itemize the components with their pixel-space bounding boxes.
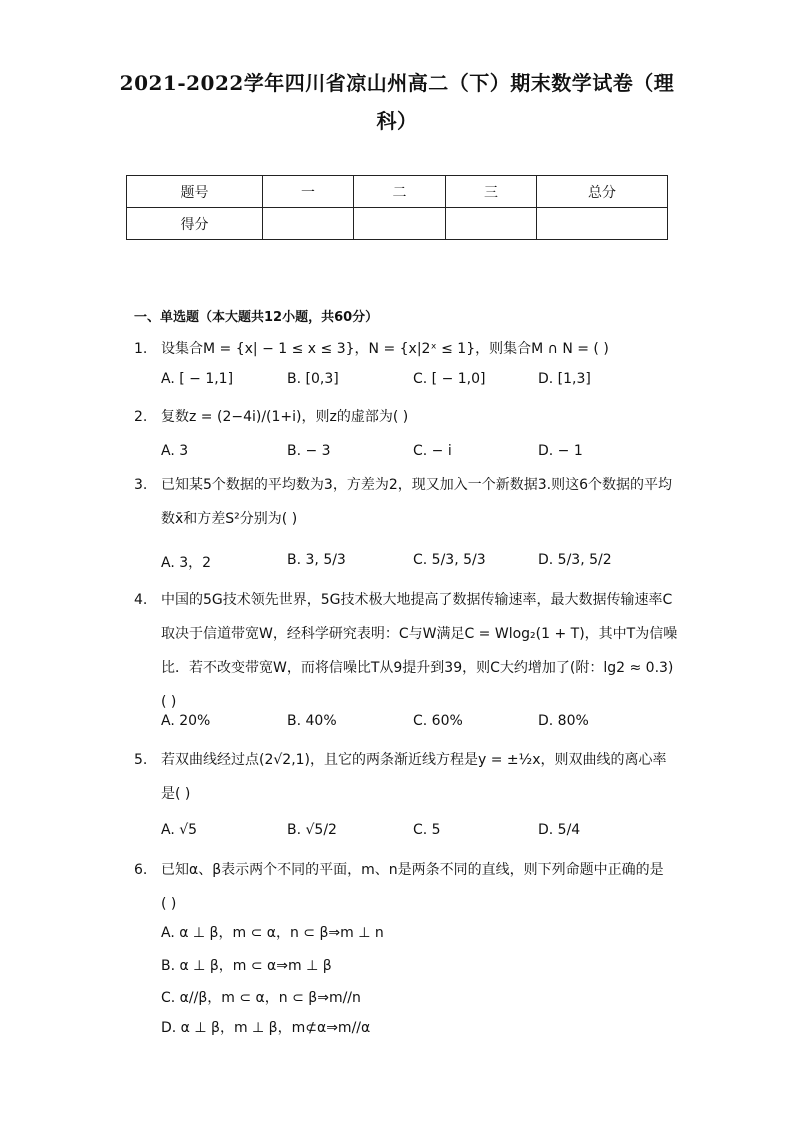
section-title: 一、单选题（本大题共12小题，共60分） <box>134 310 379 325</box>
score-header-cell: 总分 <box>537 176 668 208</box>
score-blank-cell <box>354 208 446 240</box>
question-2-options <box>161 443 681 465</box>
question-text-line-1: 若双曲线经过点(2√2,1)，且它的两条渐近线方程是y = ±½x，则双曲线的离心率 <box>161 752 667 768</box>
question-text-line-2: 是( ) <box>161 786 191 802</box>
option-d: D. 5/3, 5/2 <box>538 552 612 568</box>
option-c: C. [ − 1,0] <box>413 371 486 387</box>
question-number: 4. <box>134 592 148 608</box>
option-c: C. 5/3, 5/3 <box>413 552 486 568</box>
option-c: C. α//β，m ⊂ α，n ⊂ β⇒m//n <box>161 990 361 1006</box>
score-header-cell: 一 <box>263 176 354 208</box>
option-b: B. [0,3] <box>287 371 339 387</box>
score-table-score-row <box>127 208 668 240</box>
option-c: C. − i <box>413 443 452 459</box>
question-2 <box>134 400 694 434</box>
option-d: D. α ⊥ β，m ⊥ β，m⊄α⇒m//α <box>161 1020 371 1036</box>
option-b: B. 40% <box>287 713 337 729</box>
option-a: A. α ⊥ β，m ⊂ α，n ⊂ β⇒m ⊥ n <box>161 925 384 941</box>
score-header-cell: 三 <box>446 176 537 208</box>
question-text-line-3: 比．若不改变带宽W，而将信噪比T从9提升到39，则C大约增加了(附：lg2 ≈ 0.3) <box>161 660 674 676</box>
question-text-line-2: ( ) <box>161 896 177 912</box>
question-1-options <box>161 371 681 393</box>
option-b: B. − 3 <box>287 443 331 459</box>
question-1 <box>134 332 694 366</box>
option-a: A. [ − 1,1] <box>161 371 234 387</box>
question-number: 2. <box>134 409 148 425</box>
question-5-options <box>161 822 681 844</box>
score-header-cell: 二 <box>354 176 446 208</box>
score-table-header-row <box>127 176 668 208</box>
option-c: C. 60% <box>413 713 463 729</box>
option-a: A. √5 <box>161 822 198 838</box>
score-table <box>126 175 668 240</box>
option-d: D. − 1 <box>538 443 583 459</box>
option-d: D. [1,3] <box>538 371 591 387</box>
score-blank-cell <box>446 208 537 240</box>
score-blank-cell <box>537 208 668 240</box>
option-c: C. 5 <box>413 822 441 838</box>
score-row-label: 得分 <box>127 208 263 240</box>
question-text-line-4: ( ) <box>161 694 177 710</box>
option-d: D. 80% <box>538 713 589 729</box>
score-header-cell: 题号 <box>127 176 263 208</box>
option-b: B. √5/2 <box>287 822 337 838</box>
question-text-line-1: 已知某5个数据的平均数为3，方差为2，现又加入一个新数据3.则这6个数据的平均 <box>161 477 672 493</box>
question-number: 3. <box>134 477 148 493</box>
question-text: 设集合M = {x| − 1 ≤ x ≤ 3}，N = {x|2ˣ ≤ 1}，则集合M ∩ N = ( ) <box>161 341 609 357</box>
exam-title <box>110 64 684 140</box>
question-text: 复数z = (2−4i)/(1+i)，则z的虚部为( ) <box>161 409 409 425</box>
score-blank-cell <box>263 208 354 240</box>
option-a: A. 3 <box>161 443 189 459</box>
question-6 <box>134 853 694 921</box>
question-number: 6. <box>134 862 148 878</box>
question-4-options <box>161 713 681 735</box>
question-text-line-2: 取决于信道带宽W，经科学研究表明：C与W满足C = Wlog₂(1 + T)，其中T为信噪 <box>161 626 678 642</box>
question-text-line-1: 中国的5G技术领先世界，5G技术极大地提高了数据传输速率，最大数据传输速率C <box>161 592 673 608</box>
exam-title-line-2: 科） <box>376 109 418 133</box>
question-4 <box>134 583 694 719</box>
question-text-line-1: 已知α、β表示两个不同的平面，m、n是两条不同的直线，则下列命题中正确的是 <box>161 862 664 878</box>
exam-title-line-1: 2021-2022学年四川省凉山州高二（下）期末数学试卷（理 <box>119 71 675 95</box>
question-3 <box>134 468 694 536</box>
option-a: A. 20% <box>161 713 211 729</box>
question-text-line-2: 数x̄和方差S²分别为( ) <box>161 511 298 527</box>
question-number: 5. <box>134 752 148 768</box>
question-3-options <box>161 552 681 574</box>
option-b: B. α ⊥ β，m ⊂ α⇒m ⊥ β <box>161 958 332 974</box>
option-d: D. 5/4 <box>538 822 581 838</box>
question-number: 1. <box>134 341 148 357</box>
option-a: A. 3，2 <box>161 555 212 571</box>
question-5 <box>134 743 694 811</box>
option-b: B. 3, 5/3 <box>287 552 346 568</box>
